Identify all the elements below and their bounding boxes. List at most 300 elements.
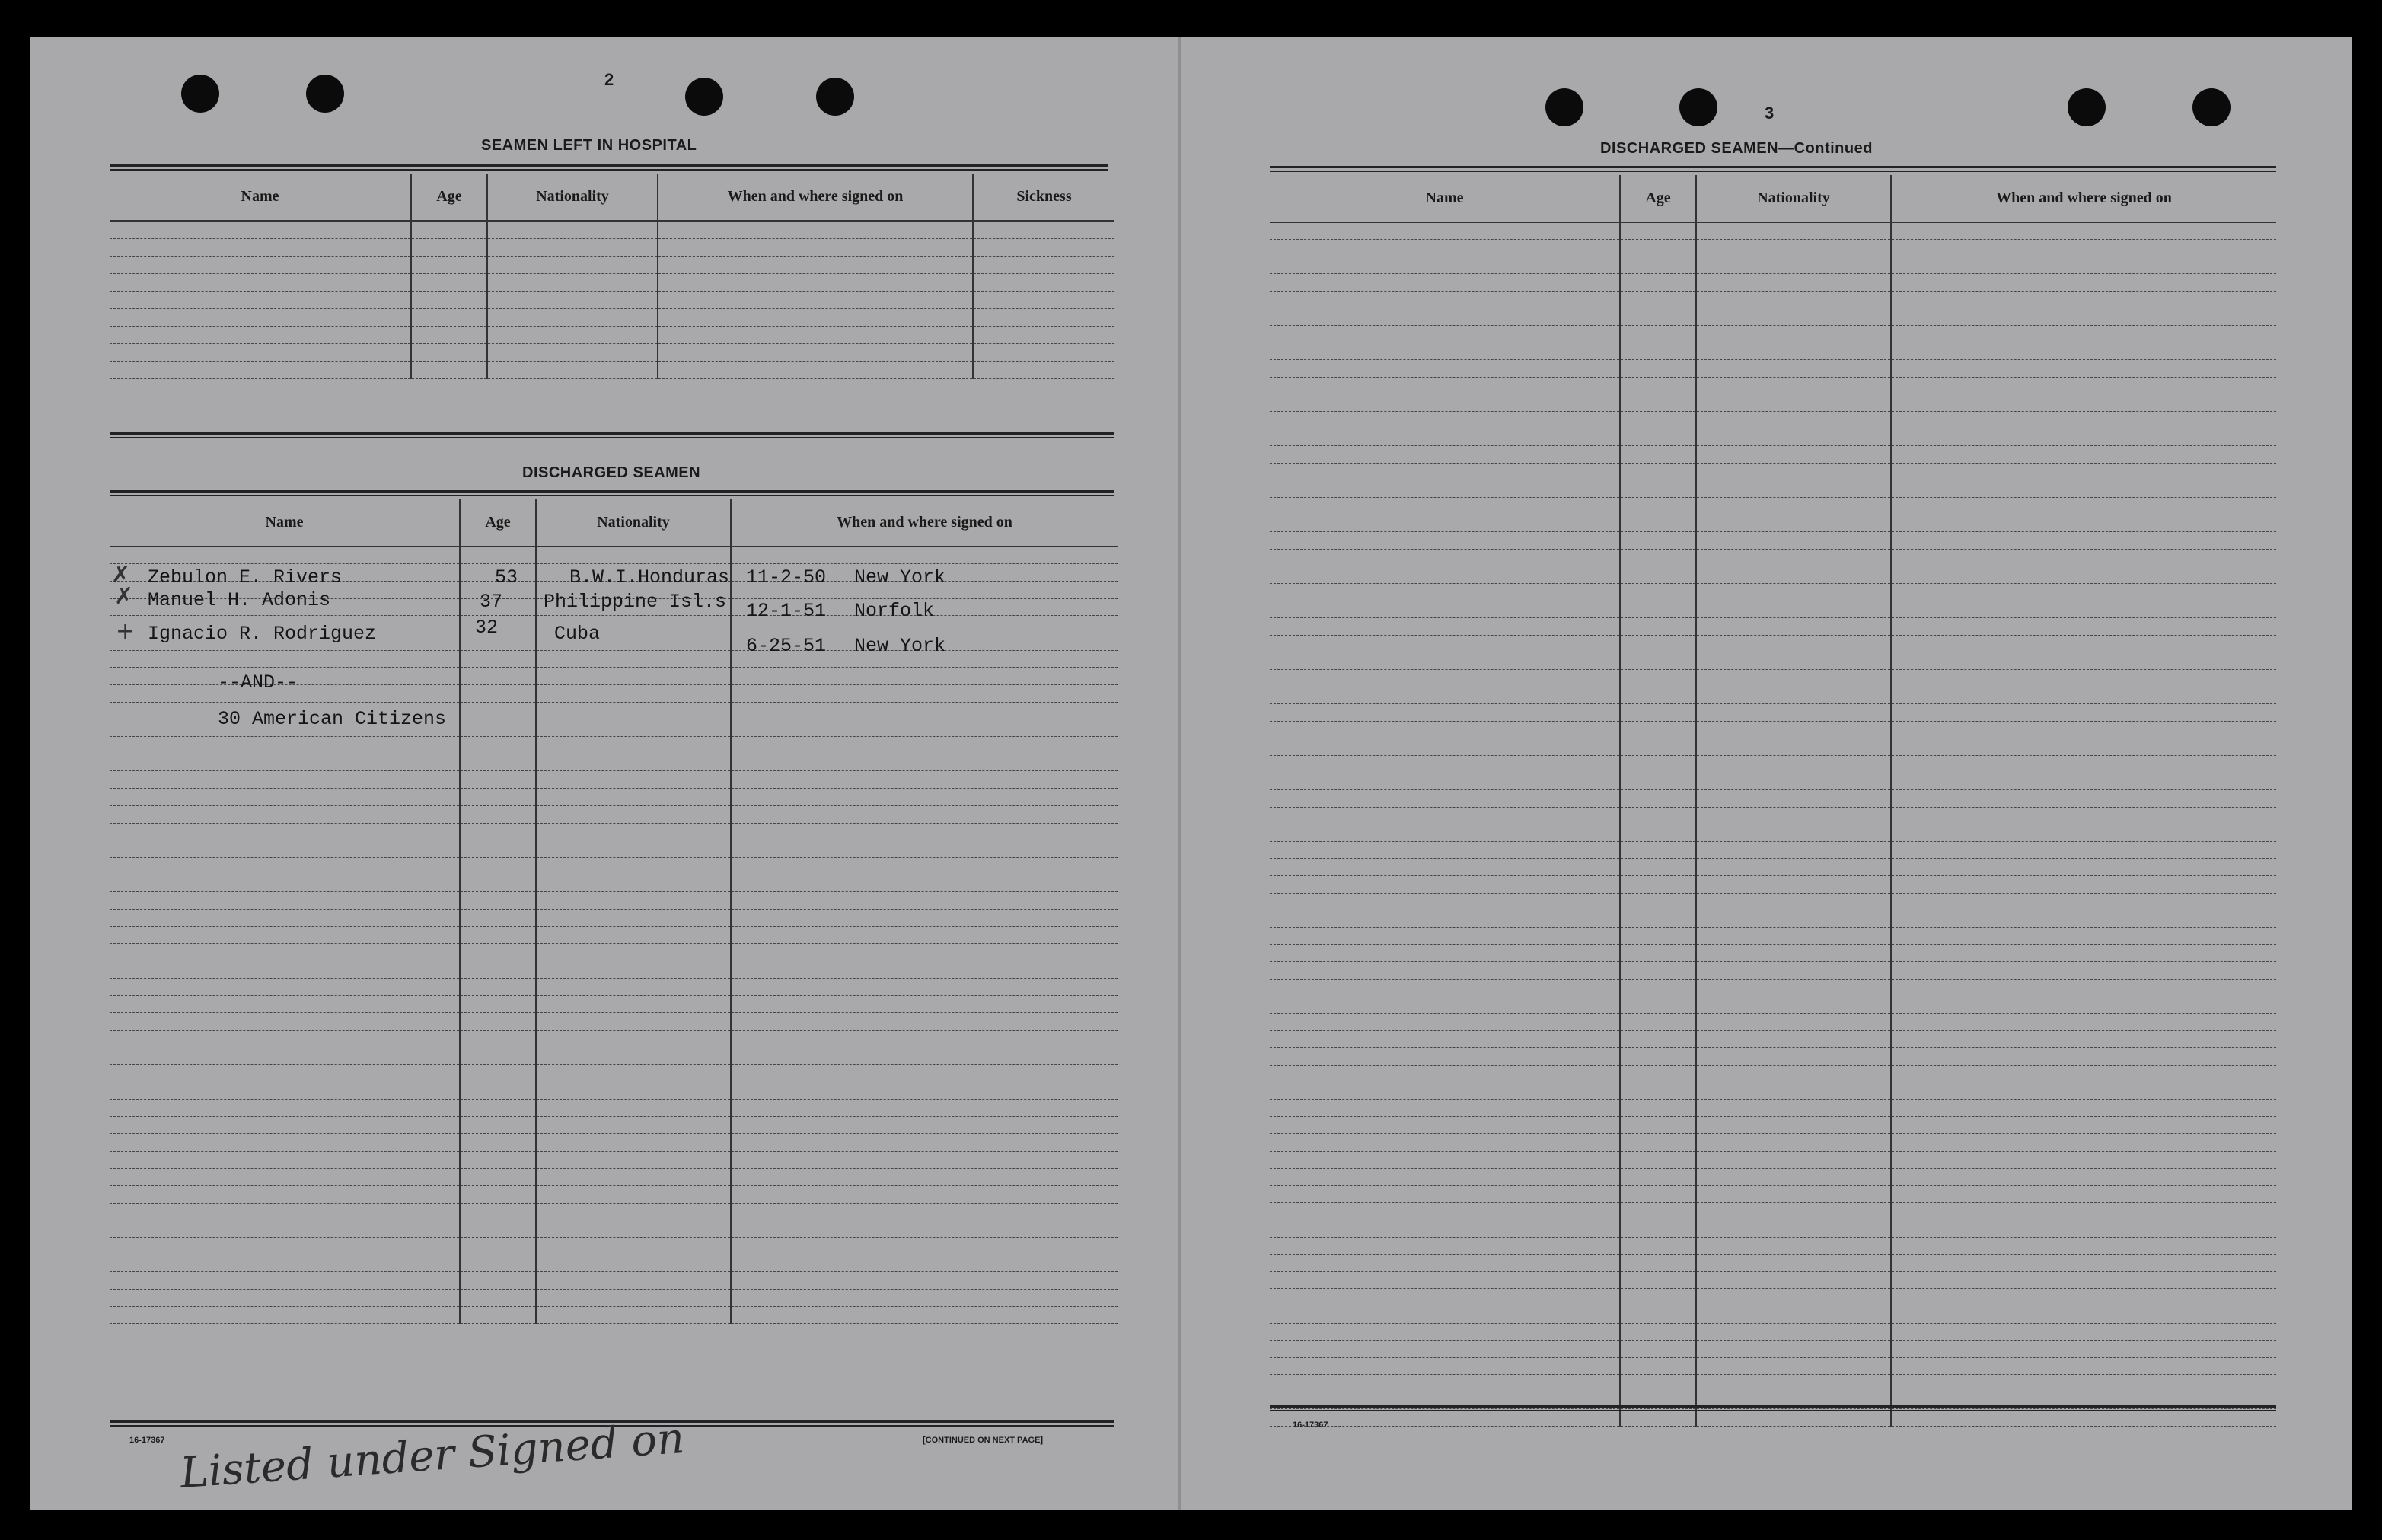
table-cell — [1620, 498, 1696, 515]
table-row — [110, 326, 1114, 343]
entry-name: Manuel H. Adonis — [148, 589, 331, 611]
table-cell — [460, 857, 536, 875]
table-row — [1270, 1185, 2276, 1203]
table-row — [1270, 394, 2276, 412]
table-cell — [1891, 360, 2276, 378]
table-cell — [536, 996, 731, 1013]
table-cell — [460, 805, 536, 823]
table-cell — [1620, 412, 1696, 429]
table-cell — [1270, 1031, 1620, 1048]
table-cell — [1891, 910, 2276, 928]
table-cell — [1891, 1082, 2276, 1100]
table-row — [1270, 618, 2276, 636]
table-cell — [460, 1030, 536, 1047]
table-cell — [536, 1306, 731, 1324]
entry-name: Ignacio R. Rodriguez — [148, 623, 377, 645]
table-cell — [110, 1117, 460, 1134]
table-cell — [536, 1013, 731, 1031]
table-cell — [731, 1220, 1118, 1238]
table-cell — [1696, 790, 1891, 808]
table-cell — [1696, 1289, 1891, 1306]
table-cell — [1620, 841, 1696, 859]
table-row — [1270, 1289, 2276, 1306]
table-row — [110, 273, 1114, 291]
table-cell — [536, 1099, 731, 1117]
table-cell — [1891, 308, 2276, 326]
table-cell — [460, 1272, 536, 1290]
table-row — [110, 805, 1118, 823]
table-cell — [1696, 360, 1891, 378]
table-cell — [1891, 1117, 2276, 1134]
table-cell — [1270, 807, 1620, 824]
table-cell — [1696, 549, 1891, 566]
table-cell — [1620, 1375, 1696, 1392]
table-cell — [1696, 1255, 1891, 1272]
table-cell — [1891, 652, 2276, 670]
table-cell — [1620, 446, 1696, 464]
table-cell — [1620, 532, 1696, 550]
table-cell — [1696, 1082, 1891, 1100]
table-cell — [731, 805, 1118, 823]
table-cell — [110, 1047, 460, 1065]
table-cell — [1891, 824, 2276, 842]
table-cell — [1696, 1341, 1891, 1358]
table-row — [110, 1306, 1118, 1324]
table-cell — [1696, 927, 1891, 945]
table-cell — [460, 892, 536, 910]
punch-hole-icon — [2192, 88, 2231, 126]
table-cell — [460, 737, 536, 754]
table-cell — [1620, 1255, 1696, 1272]
table-cell — [1891, 566, 2276, 584]
column-header-name: Name — [110, 499, 460, 547]
table-cell — [1891, 532, 2276, 550]
table-cell — [460, 754, 536, 771]
table-cell — [1696, 1013, 1891, 1031]
continued-rows — [1270, 222, 2276, 1427]
table-cell — [536, 668, 731, 685]
table-cell — [1270, 979, 1620, 996]
table-cell — [536, 650, 731, 668]
table-cell — [1620, 893, 1696, 910]
table-row — [1270, 1048, 2276, 1066]
table-cell — [1270, 755, 1620, 773]
table-cell — [460, 1203, 536, 1220]
column-header-nationality: Nationality — [487, 174, 658, 221]
table-row — [110, 892, 1118, 910]
table-cell — [536, 1065, 731, 1082]
table-cell — [110, 805, 460, 823]
page-number: 3 — [1765, 104, 1775, 123]
column-header-age: Age — [411, 174, 487, 221]
table-cell — [1891, 721, 2276, 738]
table-cell — [1891, 773, 2276, 790]
table-cell — [1696, 446, 1891, 464]
table-cell — [536, 961, 731, 979]
table-cell — [1891, 635, 2276, 652]
table-cell — [1696, 1065, 1891, 1082]
table-cell — [1620, 1013, 1696, 1031]
punch-hole-icon — [2068, 88, 2106, 126]
table-cell — [1891, 1031, 2276, 1048]
punch-hole-icon — [306, 75, 344, 113]
table-cell — [1270, 1341, 1620, 1358]
table-cell — [1891, 1185, 2276, 1203]
table-cell — [1696, 755, 1891, 773]
table-cell — [1891, 1375, 2276, 1392]
table-cell — [1270, 326, 1620, 343]
table-row — [110, 996, 1118, 1013]
table-cell — [1270, 257, 1620, 274]
table-row — [1270, 446, 2276, 464]
table-cell — [110, 1290, 460, 1307]
table-cell — [731, 685, 1118, 703]
table-cell — [1270, 824, 1620, 842]
table-row — [110, 221, 1114, 238]
table-cell — [1270, 1013, 1620, 1031]
table-cell — [1270, 549, 1620, 566]
table-cell — [460, 1238, 536, 1255]
table-cell — [1696, 807, 1891, 824]
table-cell — [110, 1306, 460, 1324]
table-row — [1270, 721, 2276, 738]
entry-date: 12-1-51 — [746, 600, 827, 622]
table-cell — [1620, 291, 1696, 308]
table-cell — [1270, 618, 1620, 636]
table-row — [1270, 412, 2276, 429]
table-cell — [110, 1133, 460, 1151]
table-cell — [1891, 1169, 2276, 1186]
table-row — [1270, 274, 2276, 292]
table-cell — [1891, 326, 2276, 343]
table-cell — [460, 547, 536, 564]
table-cell — [1620, 635, 1696, 652]
table-cell — [1696, 291, 1891, 308]
table-cell — [1620, 687, 1696, 704]
table-cell — [1891, 841, 2276, 859]
table-row — [110, 875, 1118, 892]
table-top-rule — [110, 164, 1108, 171]
page-number: 2 — [604, 70, 614, 89]
table-cell — [1620, 1031, 1696, 1048]
table-cell — [536, 892, 731, 910]
table-cell — [1620, 1220, 1696, 1237]
table-row — [1270, 1306, 2276, 1323]
table-row — [1270, 343, 2276, 360]
table-row — [110, 789, 1118, 806]
table-cell — [1270, 240, 1620, 257]
table-cell — [536, 1151, 731, 1169]
table-cell — [110, 875, 460, 892]
cross-mark-icon: ✗ — [114, 583, 134, 610]
table-cell — [110, 789, 460, 806]
table-cell — [731, 1030, 1118, 1047]
table-cell — [460, 1013, 536, 1031]
table-cell — [1891, 601, 2276, 618]
table-cell — [536, 1117, 731, 1134]
table-cell — [1696, 635, 1891, 652]
table-cell — [536, 857, 731, 875]
table-row — [1270, 377, 2276, 394]
table-cell — [1696, 1203, 1891, 1220]
table-cell — [1620, 429, 1696, 446]
table-cell — [536, 840, 731, 858]
table-cell — [1696, 824, 1891, 842]
table-cell — [1891, 291, 2276, 308]
table-row — [110, 1238, 1118, 1255]
table-cell — [1620, 618, 1696, 636]
table-cell — [1620, 308, 1696, 326]
table-cell — [731, 1169, 1118, 1186]
table-cell — [460, 978, 536, 996]
table-cell — [1620, 1048, 1696, 1066]
table-row — [1270, 635, 2276, 652]
table-cell — [1270, 532, 1620, 550]
column-header-sickness: Sickness — [973, 174, 1114, 221]
hospital-section-title: SEAMEN LEFT IN HOSPITAL — [481, 137, 697, 154]
table-cell — [460, 823, 536, 840]
table-cell — [110, 650, 460, 668]
table-cell — [1270, 687, 1620, 704]
table-cell — [460, 1185, 536, 1203]
table-cell — [1270, 927, 1620, 945]
table-cell — [1696, 1323, 1891, 1341]
table-row — [110, 1065, 1118, 1082]
table-row — [1270, 1203, 2276, 1220]
table-cell — [460, 944, 536, 961]
table-cell — [1891, 480, 2276, 498]
table-cell — [536, 702, 731, 719]
table-cell — [536, 805, 731, 823]
table-cell — [460, 961, 536, 979]
table-cell — [1270, 463, 1620, 480]
table-cell — [1270, 910, 1620, 928]
table-cell — [1891, 876, 2276, 894]
table-cell — [1620, 1237, 1696, 1255]
table-cell — [1620, 1065, 1696, 1082]
table-cell — [731, 926, 1118, 944]
table-row — [1270, 1013, 2276, 1031]
table-cell — [731, 668, 1118, 685]
table-cell — [460, 1082, 536, 1099]
table-cell — [110, 1272, 460, 1290]
table-cell — [1270, 515, 1620, 532]
table-cell — [1620, 1409, 1696, 1427]
table-cell — [1696, 326, 1891, 343]
table-cell — [1620, 859, 1696, 876]
table-row — [1270, 601, 2276, 618]
table-cell — [731, 1013, 1118, 1031]
table-cell — [536, 771, 731, 789]
table-cell — [1270, 274, 1620, 292]
table-cell — [460, 875, 536, 892]
table-cell — [1891, 996, 2276, 1014]
discharged-continued-title: DISCHARGED SEAMEN—Continued — [1600, 140, 1873, 157]
table-row — [1270, 498, 2276, 515]
table-cell — [1620, 1289, 1696, 1306]
table-cell — [1620, 1306, 1696, 1323]
table-cell — [1696, 583, 1891, 601]
table-cell — [1620, 343, 1696, 360]
table-row — [1270, 841, 2276, 859]
table-cell — [1620, 824, 1696, 842]
punch-hole-icon — [685, 78, 723, 116]
table-cell — [1696, 1409, 1891, 1427]
table-row — [1270, 308, 2276, 326]
table-cell — [1270, 1357, 1620, 1375]
table-row — [110, 1099, 1118, 1117]
table-cell — [1270, 1306, 1620, 1323]
table-cell — [1270, 1133, 1620, 1151]
table-row — [110, 308, 1114, 326]
punch-hole-icon — [816, 78, 854, 116]
table-cell — [1620, 326, 1696, 343]
table-row — [1270, 1169, 2276, 1186]
table-cell — [1270, 704, 1620, 722]
table-row — [110, 978, 1118, 996]
punch-hole-icon — [1679, 88, 1717, 126]
table-cell — [460, 1151, 536, 1169]
table-cell — [1696, 257, 1891, 274]
table-row — [1270, 566, 2276, 584]
table-cell — [1620, 257, 1696, 274]
table-cell — [110, 926, 460, 944]
table-cell — [731, 1047, 1118, 1065]
table-cell — [731, 944, 1118, 961]
entry-date: 6-25-51 — [746, 635, 827, 657]
table-cell — [1696, 1031, 1891, 1048]
table-row — [1270, 1151, 2276, 1169]
table-row — [1270, 515, 2276, 532]
table-cell — [110, 961, 460, 979]
table-row — [1270, 910, 2276, 928]
table-cell — [1891, 1341, 2276, 1358]
table-cell — [1620, 704, 1696, 722]
table-cell — [1270, 721, 1620, 738]
table-cell — [1270, 583, 1620, 601]
table-cell — [460, 996, 536, 1013]
entry-place: New York — [854, 566, 946, 588]
table-cell — [536, 944, 731, 961]
table-row — [110, 840, 1118, 858]
table-cell — [1270, 1220, 1620, 1237]
table-cell — [110, 1220, 460, 1238]
table-row — [1270, 1082, 2276, 1100]
table-cell — [1696, 429, 1891, 446]
table-cell — [1270, 308, 1620, 326]
table-cell — [1270, 394, 1620, 412]
column-header-nationality: Nationality — [1696, 175, 1891, 222]
table-cell — [536, 754, 731, 771]
table-cell — [110, 1238, 460, 1255]
table-row — [110, 1220, 1118, 1238]
table-cell — [536, 1220, 731, 1238]
table-cell — [1696, 1306, 1891, 1323]
table-cell — [1620, 360, 1696, 378]
table-cell — [1620, 755, 1696, 773]
discharged-rows — [110, 547, 1118, 1324]
table-cell — [1891, 498, 2276, 515]
table-row — [110, 1117, 1118, 1134]
table-cell — [110, 1169, 460, 1186]
table-row — [1270, 652, 2276, 670]
entry-age: 32 — [475, 617, 499, 639]
table-cell — [1620, 601, 1696, 618]
table-cell — [460, 719, 536, 737]
table-cell — [1620, 1341, 1696, 1358]
table-cell — [110, 771, 460, 789]
table-cell — [1696, 601, 1891, 618]
table-cell — [1891, 1065, 2276, 1082]
table-cell — [1696, 1048, 1891, 1066]
table-row — [110, 256, 1114, 273]
table-cell — [1891, 687, 2276, 704]
table-row — [110, 1169, 1118, 1186]
table-row — [110, 1013, 1118, 1031]
table-cell — [536, 1082, 731, 1099]
table-cell — [1696, 704, 1891, 722]
table-cell — [1270, 1271, 1620, 1289]
table-cell — [1891, 377, 2276, 394]
table-row — [1270, 893, 2276, 910]
table-row — [110, 1030, 1118, 1047]
table-cell — [110, 978, 460, 996]
table-cell — [1270, 1323, 1620, 1341]
table-bottom-rule — [1270, 1405, 2276, 1411]
table-row — [1270, 1237, 2276, 1255]
table-cell — [731, 1082, 1118, 1099]
table-cell — [1891, 1151, 2276, 1169]
table-cell — [1270, 773, 1620, 790]
table-cell — [1270, 996, 1620, 1014]
table-cell — [460, 771, 536, 789]
entry-date: 11-2-50 — [746, 566, 827, 588]
table-cell — [731, 702, 1118, 719]
table-cell — [460, 685, 536, 703]
hospital-table — [110, 174, 1114, 379]
citizens-line: 30 American Citizens — [218, 708, 447, 730]
table-row — [110, 343, 1114, 361]
table-cell — [731, 961, 1118, 979]
table-cell — [731, 771, 1118, 789]
table-cell — [110, 1030, 460, 1047]
continued-note: [CONTINUED ON NEXT PAGE] — [923, 1436, 1044, 1445]
table-cell — [1891, 549, 2276, 566]
table-cell — [1696, 412, 1891, 429]
entry-name: Zebulon E. Rivers — [148, 566, 343, 588]
table-cell — [1620, 1082, 1696, 1100]
table-bottom-rule — [110, 432, 1114, 438]
table-cell — [1696, 773, 1891, 790]
table-cell — [1891, 583, 2276, 601]
table-row — [1270, 532, 2276, 550]
table-cell — [110, 1099, 460, 1117]
table-cell — [731, 1203, 1118, 1220]
table-cell — [1891, 1357, 2276, 1375]
table-cell — [1620, 1357, 1696, 1375]
table-cell — [1620, 1133, 1696, 1151]
table-row — [110, 909, 1118, 926]
table-cell — [731, 892, 1118, 910]
table-cell — [1696, 343, 1891, 360]
table-cell — [1696, 859, 1891, 876]
table-row — [1270, 824, 2276, 842]
table-cell — [1696, 1375, 1891, 1392]
table-cell — [731, 719, 1118, 737]
table-cell — [1891, 945, 2276, 962]
table-cell — [536, 1272, 731, 1290]
table-cell — [1270, 360, 1620, 378]
